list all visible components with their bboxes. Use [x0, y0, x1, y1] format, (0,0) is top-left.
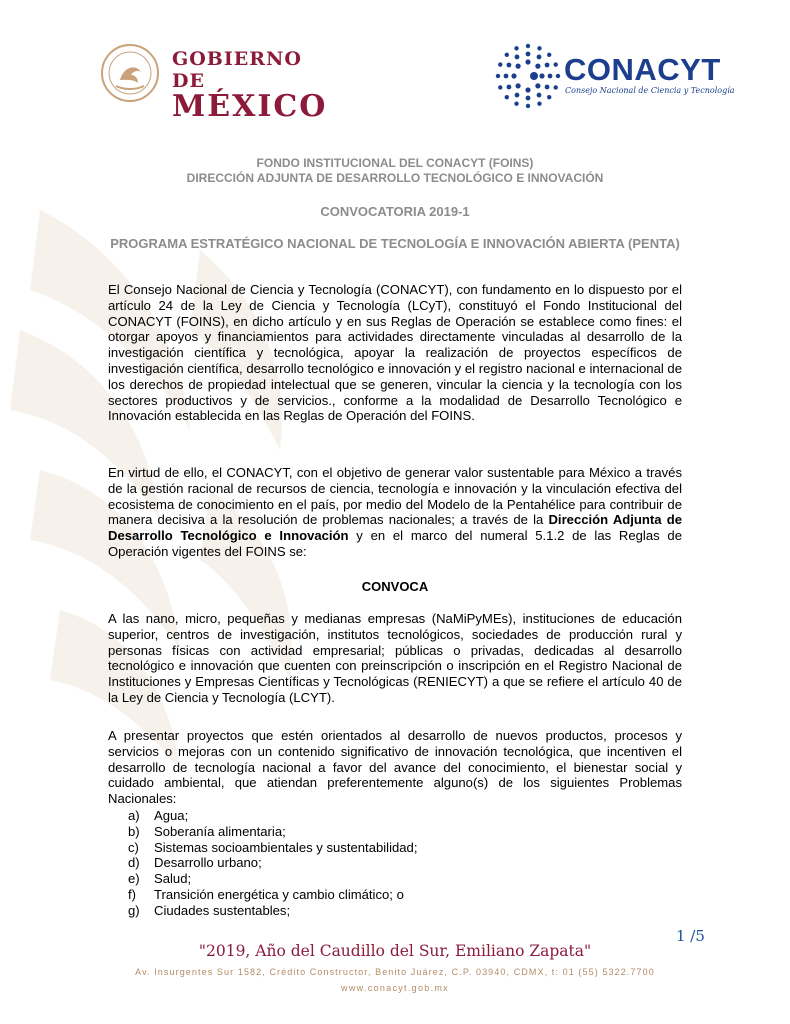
convoca-heading: CONVOCA: [361, 579, 429, 594]
paragraph-1: El Consejo Nacional de Ciencia y Tecnología (CONACYT), con fundamento en lo dispuesto por el artículo 24 de la Ley de Ciencia y Tecnología (LCyT), constituyó el Fondo Institucional del CONACYT (FOINS), en dicho artículo y en sus Reglas de Operación se establece como fines: el otorgar apoyos y financiamientos para actividades directamente vinculadas al desarrollo de la investigación científica y tecnológica, apoyar la realización de proyectos específicos de investigación científica, desarrollo tecnológico e innovación y el registro nacional e internacional de los derechos de propiedad intelectual que se generen, vincular la ciencia y la tecnología con los sectores productivos y de servicios., conforme a la modalidad de Desarrollo Tecnológico e Innovación establecida en las Reglas de Operación del FOINS.: [108, 282, 682, 424]
conacyt-dots-icon: [494, 42, 562, 110]
list-item-letter: g): [128, 902, 140, 918]
list-item: [128, 808, 417, 824]
list-item-text: Salud;: [154, 871, 192, 887]
list-item-letter: f): [128, 886, 136, 902]
page-number: 1 /5: [676, 927, 705, 945]
list-item-letter: c): [128, 839, 139, 855]
list-item: [128, 840, 417, 856]
list-item-letter: b): [128, 823, 140, 839]
mexico-seal-icon: [98, 42, 162, 104]
paragraph-2-bold: Dirección Adjunta de Desarrollo Tecnológico e Innovación: [108, 512, 682, 544]
paragraph-2-start: En virtud de ello, el CONACYT, con el objetivo de generar valor sustentable para México a través de la gestión racional de recursos de ciencia, tecnología e innovación y la vinculación efectiva del ecosistema de conocimiento en el país, por medio del Modelo de la Pentahélice para contribuir de manera decisiva a la resolución de problemas nacionales; a través de la: [108, 465, 682, 528]
list-item-text: Soberanía alimentaria;: [154, 823, 286, 839]
list-item: [128, 903, 417, 919]
problemas-nacionales-list: [128, 808, 417, 919]
fund-header-line1: FONDO INSTITUCIONAL DEL CONACYT (FOINS): [256, 156, 534, 170]
list-item-letter: a): [128, 808, 140, 823]
footer-address: Av. Insurgentes Sur 1582, Crédito Constructor, Benito Juárez, C.P. 03940, CDMX, t: 01 (55) 5322.7700: [135, 967, 655, 977]
conacyt-name: CONACYT: [564, 52, 721, 87]
paragraph-3: A las nano, micro, pequeñas y medianas empresas (NaMiPyMEs), instituciones de educación superior, centros de investigación, institutos tecnológicos, sociedades de producción rural y personas físicas con actividad empresarial; públicas o privadas, dedicadas al desarrollo tecnológico e innovación que cuenten con preinscripción o inscripción en el Registro Nacional de Instituciones y Empresas Científicas y Tecnológicas (RENIECYT) a que se refiere el artículo 40 de la Ley de Ciencia y Tecnología (LCYT).: [108, 611, 682, 705]
list-item: [128, 887, 417, 903]
conacyt-logo: [494, 42, 735, 112]
paragraph-4: A presentar proyectos que estén orientados al desarrollo de nuevos productos, procesos y servicios o mejoras con un contenido significativo de innovación tecnológica, que incentiven el desarrollo de tecnología nacional a favor del avance del conocimiento, el bienestar social y cuidado ambiental, que atiendan preferentemente alguno(s) de los siguientes Problemas Nacionales:: [108, 728, 682, 807]
list-item: [128, 824, 417, 840]
gobierno-mexico-logo: [98, 42, 328, 124]
fund-header-line2: DIRECCIÓN ADJUNTA DE DESARROLLO TECNOLÓGICO E INNOVACIÓN: [186, 171, 604, 185]
conacyt-subtitle: Consejo Nacional de Ciencia y Tecnología: [565, 86, 735, 95]
list-item-text: Ciudades sustentables;: [154, 902, 291, 918]
list-item: [128, 855, 417, 871]
footer-quote: "2019, Año del Caudillo del Sur, Emiliano Zapata": [198, 942, 592, 960]
list-item-text: Transición energética y cambio climático; o: [154, 886, 404, 902]
list-item-text: Sistemas socioambientales y sustentabilidad;: [154, 839, 418, 855]
gobierno-line2: MÉXICO: [172, 89, 328, 124]
programa-title: PROGRAMA ESTRATÉGICO NACIONAL DE TECNOLOGÍA E INNOVACIÓN ABIERTA (PENTA): [110, 236, 680, 251]
list-item-letter: e): [128, 871, 140, 887]
footer-website: www.conacyt.gob.mx: [341, 983, 449, 993]
list-item-text: Desarrollo urbano;: [154, 855, 262, 871]
list-item-text: Agua;: [154, 808, 189, 823]
list-item: [128, 871, 417, 887]
gobierno-line1: GOBIERNO DE: [172, 48, 302, 92]
list-item-letter: d): [128, 855, 140, 871]
convocatoria-title: CONVOCATORIA 2019-1: [320, 204, 470, 219]
paragraph-2-end: y en el marco del numeral 5.1.2 de las Reglas de Operación vigentes del FOINS se:: [108, 528, 682, 559]
fund-header: [108, 156, 682, 186]
paragraph-2: [108, 465, 682, 560]
